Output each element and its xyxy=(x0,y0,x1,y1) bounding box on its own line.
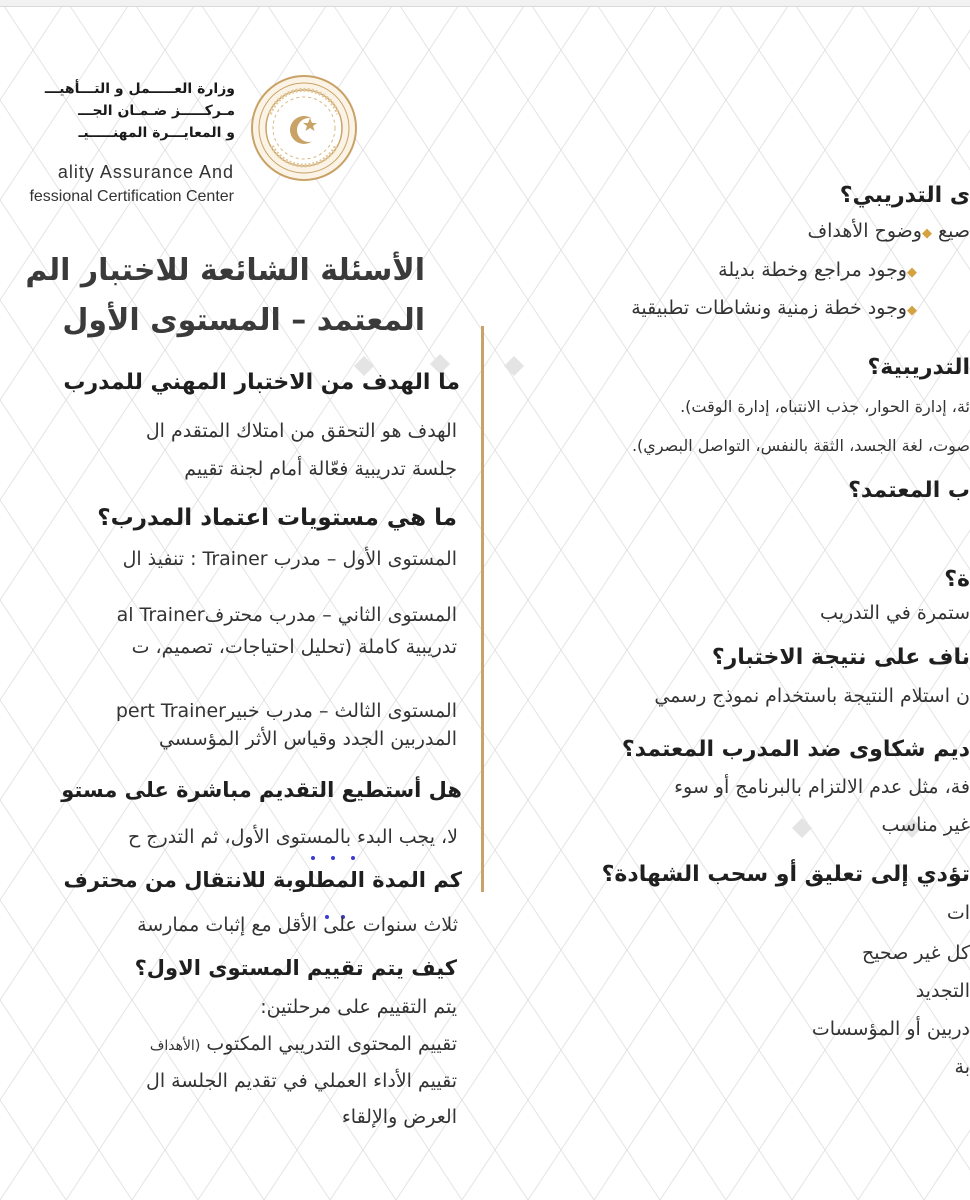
answer-direct-apply: لا، يجب البدء بالمستوى الأول، ثم التدرج ح xyxy=(127,826,458,848)
center-english-line-1: ality Assurance And xyxy=(57,162,234,182)
bullet-diamond-icon: ◆ xyxy=(907,303,917,318)
question-appeal: ناف على نتيجة الاختبار؟ xyxy=(711,645,970,670)
answer-exam-goal-line-1: الهدف هو التحقق من امتلاك المتقدم ال xyxy=(145,420,457,442)
content-criteria-line-3 xyxy=(631,297,917,319)
answer-complaints-line-1: فة، مثل عدم الالتزام بالبرنامج أو سوء xyxy=(674,776,970,798)
question-suspension: تؤدي إلى تعليق أو سحب الشهادة؟ xyxy=(601,862,970,887)
evaluation-item-1 xyxy=(150,1033,457,1055)
evaluation-item-1-note: (الأهداف xyxy=(149,1038,201,1054)
bullet-diamond-icon: ◆ xyxy=(921,226,932,241)
suspension-item-5: بة xyxy=(954,1056,970,1078)
evaluation-item-1-main: تقييم المحتوى التدريبي المكتوب xyxy=(206,1033,457,1055)
answer-exam-goal-line-2: جلسة تدريبية فعّالة أمام لجنة تقييم xyxy=(184,458,457,480)
ministry-name-block xyxy=(45,78,235,144)
evaluation-item-3: العرض والإلقاء xyxy=(341,1106,457,1128)
question-levels: ما هي مستويات اعتماد المدرب؟ xyxy=(97,505,457,531)
page-title-line-2: المعتمد – المستوى الأول xyxy=(62,303,425,338)
level-3-line-2: المدربين الجدد وقياس الأثر المؤسسي xyxy=(158,728,457,750)
suspension-item-1: ات xyxy=(946,902,970,924)
question-complaints: ديم شكاوى ضد المدرب المعتمد؟ xyxy=(621,737,970,762)
level-2-line-1: المستوى الثاني – مدرب محترفal Trainer xyxy=(116,604,457,626)
column-divider xyxy=(481,326,484,892)
question-duration: كم المدة المطلوبة للانتقال من محترف xyxy=(63,868,462,892)
question-training-skills: التدريبية؟ xyxy=(867,355,970,380)
content-criteria-1a: صيع xyxy=(938,220,970,242)
answer-duration: ثلاث سنوات على الأقل مع إثبات ممارسة xyxy=(137,914,458,936)
answer-complaints-line-2: غير مناسب xyxy=(881,814,970,836)
content-criteria-2: وجود مراجع وخطة بديلة xyxy=(718,259,907,281)
level-3-line-1: المستوى الثالث – مدرب خبيرpert Trainer xyxy=(115,700,457,722)
ministry-seal-logo xyxy=(250,74,358,182)
skills-line-2: صوت، لغة الجسد، الثقة بالنفس، التواصل البصري). xyxy=(631,436,970,455)
question-level1-evaluation: كيف يتم تقييم المستوى الاول؟ xyxy=(134,956,457,980)
answer-appeal: ن استلام النتيجة باستخدام نموذج رسمي xyxy=(654,685,970,707)
level-1-text: المستوى الأول – مدرب Trainer : تنفيذ ال xyxy=(122,548,457,570)
ministry-line-3: و المعايـــرة المهنـــــيـ xyxy=(78,125,235,141)
ministry-line-2: مـركـــــز ضـمـان الجـــ xyxy=(78,103,235,119)
question-exam-goal: ما الهدف من الاختبار المهني للمدرب xyxy=(63,370,460,395)
bullet-diamond-icon: ◆ xyxy=(907,265,917,280)
question-renewal: ة؟ xyxy=(944,567,970,592)
question-direct-apply: هل أستطيع التقديم مباشرة على مستو xyxy=(61,778,462,802)
suspension-item-4: دربين أو المؤسسات xyxy=(811,1018,970,1040)
answer-renewal: ستمرة في التدريب xyxy=(820,602,970,624)
center-english-line-2: fessional Certification Center xyxy=(29,188,234,205)
suspension-item-3: التجديد xyxy=(915,980,970,1002)
skills-line-1: ئة، إدارة الحوار، جذب الانتباه، إدارة الوقت). xyxy=(680,397,970,416)
content-criteria-1b: وضوح الأهداف xyxy=(807,220,922,242)
content-criteria-line-1 xyxy=(807,220,970,242)
evaluation-item-2: تقييم الأداء العملي في تقديم الجلسة ال xyxy=(146,1070,457,1092)
question-certified-trainer: ب المعتمد؟ xyxy=(848,478,970,503)
content-criteria-3: وجود خطة زمنية ونشاطات تطبيقية xyxy=(631,297,907,319)
ministry-line-1: وزارة العـــــمل و التـــأهيـــ xyxy=(44,81,235,97)
page-title-line-1: الأسئلة الشائعة للاختبار الم xyxy=(25,253,425,288)
question-training-content: ى التدريبي؟ xyxy=(839,183,970,208)
level-2-line-2: تدريبية كاملة (تحليل احتياجات، تصميم، ت xyxy=(131,636,457,658)
evaluation-intro: يتم التقييم على مرحلتين: xyxy=(260,996,457,1018)
content-criteria-line-2 xyxy=(718,259,917,281)
suspension-item-2: كل غير صحيح xyxy=(861,942,970,964)
